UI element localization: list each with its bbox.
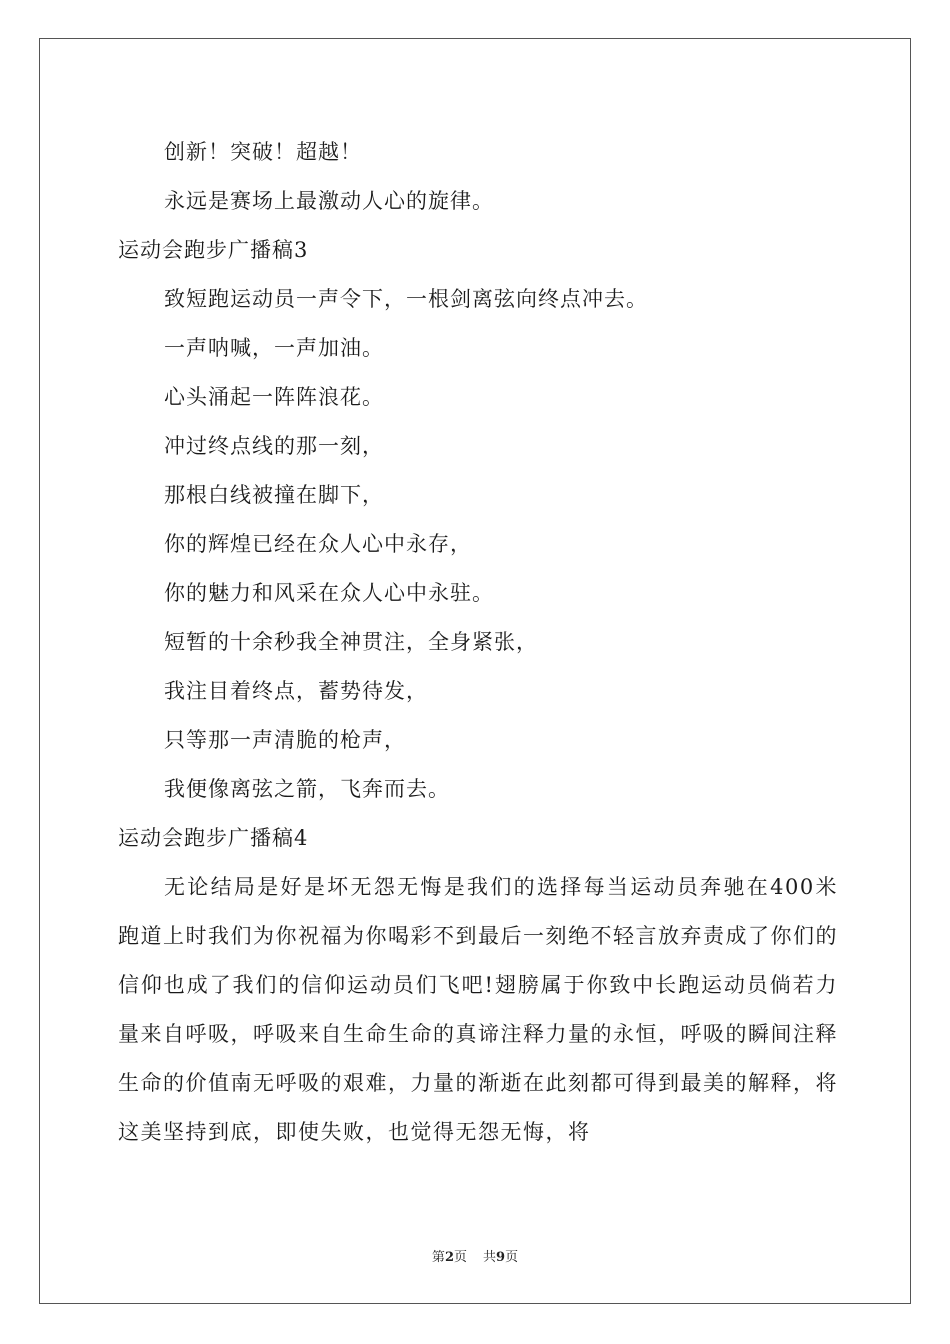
text-line: 那根白线被撞在脚下，: [164, 483, 384, 507]
text-line: 致短跑运动员一声令下，一根剑离弦向终点冲去。: [164, 287, 648, 311]
text-line: 只等那一声清脆的枪声，: [164, 728, 406, 752]
page-suffix: 页: [453, 1250, 467, 1265]
total-suffix: 页: [505, 1250, 519, 1265]
text-line: 我注目着终点，蓄势待发，: [164, 679, 428, 703]
page-current: 2: [444, 1250, 454, 1265]
section-heading-4: 运动会跑步广播稿4: [118, 826, 309, 850]
page-footer: [0, 1246, 950, 1265]
text-line: 你的辉煌已经在众人心中永存，: [164, 532, 472, 556]
body-paragraph: 无论结局是好是坏无怨无悔是我们的选择每当运动员奔驰在400米跑道上时我们为你祝福为你喝彩不到最后一刻绝不轻言放弃责成了你们的信仰也成了我们的信仰运动员们飞吧!翅膀属于你致中长跑运动员倘若力量来自呼吸，呼吸来自生命生命的真谛注释力量的永恒，呼吸的瞬间注释生命的价值南无呼吸的艰难，力量的渐逝在此刻都可得到最美的解释，将这美坚持到底，即使失败，也觉得无怨无悔，将: [118, 875, 838, 1144]
document-body: [118, 128, 838, 1157]
text-line: 短暂的十余秒我全神贯注，全身紧张，: [164, 630, 538, 654]
page-total: 9: [496, 1250, 506, 1265]
text-line: 创新！突破！超越！: [164, 140, 362, 164]
text-line: 冲过终点线的那一刻，: [164, 434, 384, 458]
text-line: 你的魅力和风采在众人心中永驻。: [164, 581, 494, 605]
text-line: 心头涌起一阵阵浪花。: [164, 385, 384, 409]
total-prefix: 共: [483, 1250, 497, 1265]
text-line: 我便像离弦之箭，飞奔而去。: [164, 777, 450, 801]
text-line: 一声呐喊，一声加油。: [164, 336, 384, 360]
section-heading-3: 运动会跑步广播稿3: [118, 238, 309, 262]
text-line: 永远是赛场上最激动人心的旋律。: [164, 189, 494, 213]
page-prefix: 第: [431, 1250, 445, 1265]
